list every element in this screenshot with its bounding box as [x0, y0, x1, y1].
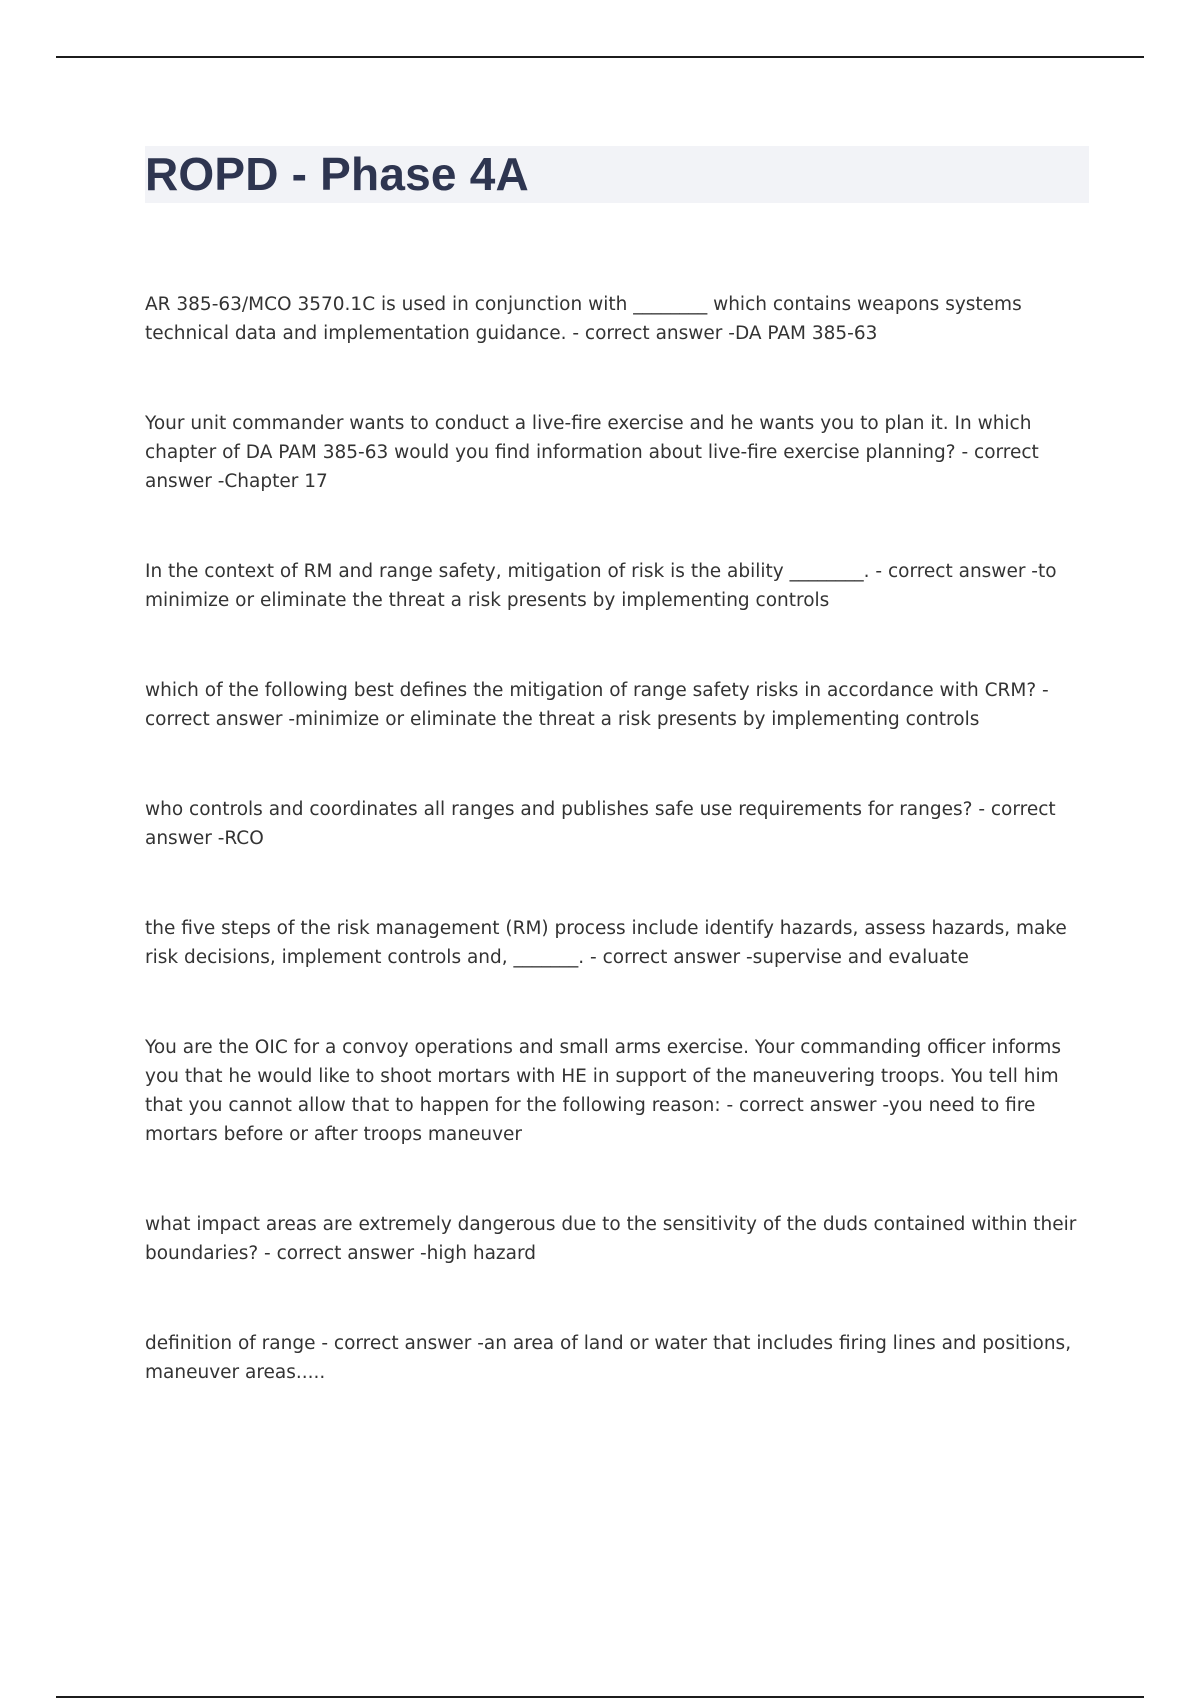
- qa-item: the five steps of the risk management (RM) process include identify hazards, assess hazards, make risk decisions, implement controls and, _______. - correct answer -supervise and evaluate: [145, 918, 1067, 968]
- page-title: ROPD - Phase 4A: [145, 148, 529, 200]
- qa-item: Your unit commander wants to conduct a live-fire exercise and he wants you to plan it. In which chapter of DA PAM 385-63 would you find information about live-fire exercise planning? - correct answer -Chapter 17: [145, 413, 1039, 492]
- qa-item: what impact areas are extremely dangerous due to the sensitivity of the duds contained within their boundaries? - correct answer -high hazard: [145, 1214, 1077, 1264]
- qa-item: who controls and coordinates all ranges and publishes safe use requirements for ranges? - correct answer -RCO: [145, 799, 1056, 849]
- qa-item: AR 385-63/MCO 3570.1C is used in conjunction with ________ which contains weapons systems technical data and implementation guidance. - correct answer -DA PAM 385-63: [145, 294, 1022, 344]
- header-rule: [56, 56, 1144, 58]
- footer-rule: [56, 1696, 1144, 1698]
- qa-list: [145, 290, 1090, 1387]
- qa-item: You are the OIC for a convoy operations and small arms exercise. Your commanding officer informs you that he would like to shoot mortars with HE in support of the maneuvering troops. You tell him that you cannot allow that to happen for the following reason: - correct answer -you need to fire mortars before or after troops maneuver: [145, 1037, 1062, 1145]
- qa-item: In the context of RM and range safety, mitigation of risk is the ability ________. - correct answer -to minimize or eliminate the threat a risk presents by implementing controls: [145, 561, 1057, 611]
- qa-item: definition of range - correct answer -an area of land or water that includes firing lines and positions, maneuver areas.....: [145, 1333, 1072, 1383]
- qa-item: which of the following best defines the mitigation of range safety risks in accordance with CRM? - correct answer -minimize or eliminate the threat a risk presents by implementing controls: [145, 680, 1049, 730]
